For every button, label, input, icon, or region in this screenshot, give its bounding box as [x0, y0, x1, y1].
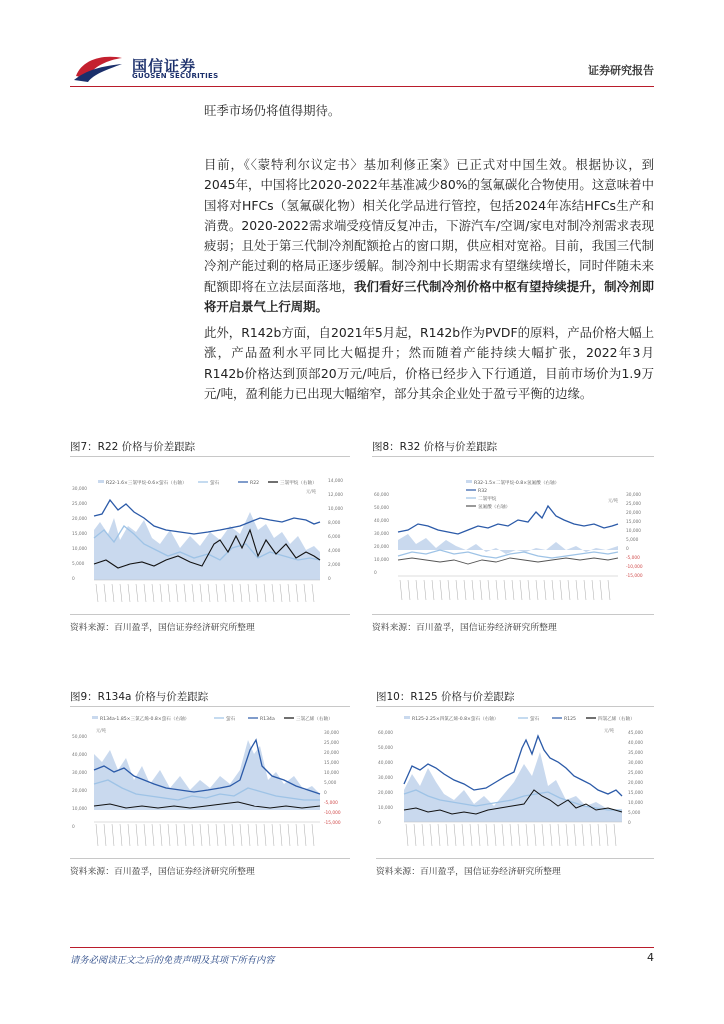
svg-text:2,000: 2,000	[328, 563, 341, 568]
figure-9-y-left	[72, 734, 87, 830]
brand-name-cn: 国信证券	[132, 57, 197, 75]
figure-10-plot	[404, 736, 622, 822]
figure-10-unit: 元/吨	[604, 729, 615, 734]
figure-9-legend-4: 三氯乙烯（右轴）	[296, 717, 333, 722]
svg-text:25,000: 25,000	[72, 502, 88, 507]
svg-text:0: 0	[324, 791, 327, 796]
svg-text:0: 0	[378, 821, 381, 826]
svg-text:-15,000: -15,000	[626, 574, 643, 579]
figure-7-source: 资料来源：百川盈孚，国信证券经济研究所整理	[70, 623, 255, 633]
figure-7-legend-1: R22-1.6×三氯甲烷-0.6×萤石（右轴）	[106, 481, 187, 486]
figure-7-legend-4: 三氯甲烷（右轴）	[280, 481, 317, 486]
paragraph-1: 旺季市场仍将值得期待。	[204, 103, 341, 118]
figure-8-legend-3: 二氯甲烷	[478, 497, 497, 502]
figure-7-x-ticks	[94, 583, 320, 605]
svg-text:45,000: 45,000	[628, 731, 644, 736]
svg-text:20,000: 20,000	[72, 789, 88, 794]
svg-text:6,000: 6,000	[328, 535, 341, 540]
svg-text:30,000: 30,000	[628, 761, 644, 766]
figure-9-bottom-rule	[70, 858, 350, 859]
figure-7-svg	[70, 460, 350, 610]
svg-text:40,000: 40,000	[72, 753, 88, 758]
svg-text:10,000: 10,000	[324, 771, 340, 776]
figure-10-y-right	[628, 730, 643, 826]
figure-8-chart	[372, 460, 654, 610]
svg-text:4,000: 4,000	[328, 549, 341, 554]
svg-text:10,000: 10,000	[378, 806, 394, 811]
figure-10-title: 图10：R125 价格与价差跟踪	[376, 691, 515, 703]
svg-text:0: 0	[374, 571, 377, 576]
figure-8-svg	[372, 460, 654, 610]
svg-text:10,000: 10,000	[72, 547, 88, 552]
figure-8-bottom-rule	[372, 614, 654, 615]
figure-9-rule	[70, 706, 350, 707]
figure-7-bottom-rule	[70, 614, 350, 615]
svg-text:35,000: 35,000	[628, 751, 644, 756]
figure-9-legend	[92, 715, 333, 722]
figure-8-y-left	[374, 492, 389, 576]
svg-text:15,000: 15,000	[626, 520, 642, 525]
figure-10-legend-2: 萤石	[530, 717, 540, 722]
figure-9-source: 资料来源：百川盈孚，国信证券经济研究所整理	[70, 867, 255, 877]
svg-text:25,000: 25,000	[628, 771, 644, 776]
svg-text:60,000: 60,000	[374, 493, 390, 498]
footer-disclaimer: 请务必阅读正文之后的免责声明及其项下所有内容	[70, 955, 275, 966]
svg-text:-5,000: -5,000	[324, 801, 338, 806]
figure-9-legend-2: 萤石	[226, 717, 236, 722]
figure-7-legend-2: 萤石	[210, 481, 220, 486]
figure-10-rule	[376, 706, 654, 707]
report-type-label: 证券研究报告	[588, 64, 654, 77]
figure-10-source: 资料来源：百川盈孚，国信证券经济研究所整理	[376, 867, 561, 877]
svg-text:40,000: 40,000	[378, 761, 394, 766]
figure-9-unit: 元/吨	[96, 729, 107, 734]
figure-8-plot	[398, 506, 618, 576]
svg-text:0: 0	[328, 577, 331, 582]
svg-text:50,000: 50,000	[374, 506, 390, 511]
page-number: 4	[647, 951, 654, 964]
svg-text:40,000: 40,000	[628, 741, 644, 746]
svg-text:0: 0	[72, 825, 75, 830]
svg-text:30,000: 30,000	[72, 487, 88, 492]
svg-text:5,000: 5,000	[626, 538, 639, 543]
svg-text:10,000: 10,000	[374, 558, 390, 563]
svg-text:20,000: 20,000	[626, 511, 642, 516]
paragraph-2-conclusion: 我们看好三代制冷剂价格中枢有望持续提升，制冷剂即将开启景气上行周期。	[204, 278, 655, 315]
svg-text:10,000: 10,000	[628, 801, 644, 806]
svg-text:20,000: 20,000	[378, 791, 394, 796]
svg-text:20,000: 20,000	[324, 751, 340, 756]
figure-7-y-right	[328, 478, 343, 582]
figure-9-legend-1: R134a-1.85×三氯乙烯-0.8×萤石（右轴）	[100, 717, 190, 722]
figure-9-plot	[94, 740, 320, 822]
figure-8-rule	[372, 456, 654, 457]
page-header	[0, 0, 724, 92]
svg-text:10,000: 10,000	[72, 807, 88, 812]
footer-divider	[70, 947, 654, 948]
figure-8-source: 资料来源：百川盈孚，国信证券经济研究所整理	[372, 623, 557, 633]
svg-text:30,000: 30,000	[626, 493, 642, 498]
svg-text:25,000: 25,000	[626, 502, 642, 507]
figure-10-y-left	[378, 730, 393, 826]
svg-text:10,000: 10,000	[328, 507, 344, 512]
svg-text:0: 0	[628, 821, 631, 826]
figure-9-legend-3: R134a	[260, 717, 275, 722]
figure-9-y-right	[324, 730, 341, 826]
svg-text:8,000: 8,000	[328, 521, 341, 526]
figure-10-legend-1: R125-2.25×四氯乙烯-0.8×萤石（右轴）	[412, 717, 499, 722]
figure-8-y-right	[626, 492, 643, 579]
figure-8-legend-2: R32	[478, 489, 488, 494]
figure-7-plot	[94, 500, 320, 580]
paragraph-3: 此外，R142b方面，自2021年5月起，R142b作为PVDF的原料，产品价格大幅上涨，产品盈利水平同比大幅提升；然而随着产能持续大幅扩张，2022年3月R142b价格达到顶部20万元/吨后，价格已经步入下行通道，目前市场价为1.9万元/吨，盈利能力已出现大幅缩窄，部分其余企业处于盈亏平衡的边缘。	[204, 325, 654, 401]
figure-7-unit: 元/吨	[306, 490, 317, 495]
figure-8-unit: 元/吨	[608, 499, 619, 504]
figure-9-svg	[70, 710, 350, 854]
figure-8-title: 图8：R32 价格与价差跟踪	[372, 441, 498, 453]
svg-text:-10,000: -10,000	[626, 565, 643, 570]
svg-text:14,000: 14,000	[328, 479, 344, 484]
svg-text:15,000: 15,000	[72, 532, 88, 537]
svg-text:5,000: 5,000	[72, 562, 85, 567]
svg-text:50,000: 50,000	[72, 735, 88, 740]
svg-text:50,000: 50,000	[378, 746, 394, 751]
figure-7-legend	[98, 479, 317, 486]
brand-name-en: GUOSEN SECURITIES	[132, 72, 219, 80]
paragraph-2-text: 目前，《〈蒙特利尔议定书〉基加利修正案》已正式对中国生效。根据协议，到2045年，中国将比2020-2022年基准减少80%的氢氟碳化合物使用。这意味着中国将对HFCs（氢氟碳化物）相关化学品进行管控，包括2024年冻结HFCs生产和消费。2020-2022需求端受疫情反复冲击，下游汽车/空调/家电对制冷剂需求表现疲弱；且处于第三代制冷剂配额抢占的窗口期，供应相对宽裕。目前，我国三代制冷剂产能过剩的格局正逐步缓解。制冷剂中长期需求有望继续增长，同时伴随未来配额即将在立法层面落地，	[204, 157, 654, 294]
svg-text:-10,000: -10,000	[324, 811, 341, 816]
figure-8-legend	[466, 479, 559, 510]
svg-text:5,000: 5,000	[628, 811, 641, 816]
svg-text:30,000: 30,000	[378, 776, 394, 781]
svg-text:20,000: 20,000	[628, 781, 644, 786]
svg-text:15,000: 15,000	[324, 761, 340, 766]
svg-text:30,000: 30,000	[374, 532, 390, 537]
figure-10-bottom-rule	[376, 858, 654, 859]
svg-text:15,000: 15,000	[628, 791, 644, 796]
svg-text:12,000: 12,000	[328, 493, 344, 498]
figure-8-legend-4: 氢氟酸（右轴）	[478, 505, 511, 510]
paragraph-2	[204, 155, 654, 317]
svg-text:0: 0	[72, 577, 75, 582]
svg-text:30,000: 30,000	[72, 771, 88, 776]
svg-text:5,000: 5,000	[324, 781, 337, 786]
svg-text:60,000: 60,000	[378, 731, 394, 736]
svg-text:-15,000: -15,000	[324, 821, 341, 826]
guosen-logo-icon	[72, 52, 126, 82]
header-divider	[70, 86, 654, 87]
svg-text:20,000: 20,000	[374, 545, 390, 550]
figure-10-svg	[376, 710, 654, 854]
figure-8-legend-1: R32-1.5×二氯甲烷-0.8×氢氟酸（右轴）	[474, 481, 560, 486]
figure-10-legend	[404, 715, 635, 722]
figure-9-title: 图9：R134a 价格与价差跟踪	[70, 691, 209, 703]
figure-10-chart	[376, 710, 654, 854]
figure-10-legend-4: 四氯乙烯（右轴）	[598, 717, 635, 722]
figure-10-legend-3: R125	[564, 717, 576, 722]
figure-9-chart	[70, 710, 350, 854]
figure-7-title: 图7：R22 价格与价差跟踪	[70, 441, 196, 453]
svg-text:0: 0	[626, 547, 629, 552]
svg-text:10,000: 10,000	[626, 529, 642, 534]
figure-7-chart	[70, 460, 350, 610]
svg-text:25,000: 25,000	[324, 741, 340, 746]
figure-7-y-left	[72, 486, 87, 582]
svg-text:20,000: 20,000	[72, 517, 88, 522]
figure-7-legend-3: R22	[250, 481, 260, 486]
svg-text:30,000: 30,000	[324, 731, 340, 736]
svg-text:-5,000: -5,000	[626, 556, 640, 561]
figure-7-rule	[70, 456, 350, 457]
svg-text:40,000: 40,000	[374, 519, 390, 524]
